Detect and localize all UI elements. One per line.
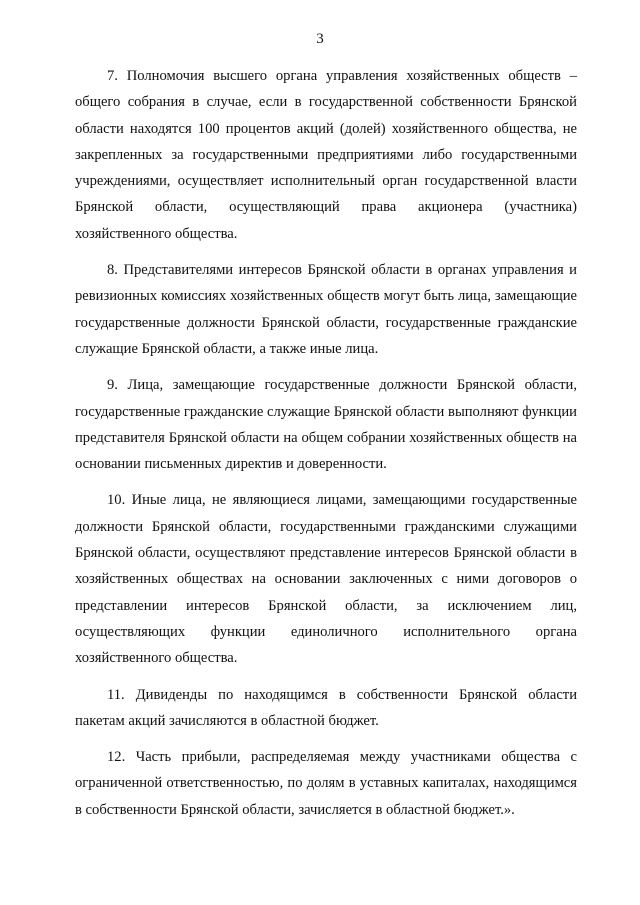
paragraph-9: 9. Лица, замещающие государственные должности Брянской области, государственные гражданские служащие Брянской области выполняют функции представителя Брянской области на общем собрании хозяйственных обществ на основании письменных директив и доверенности. bbox=[75, 377, 577, 473]
paragraph-12: 12. Часть прибыли, распределяемая между участниками общества с ограниченной ответственностью, по долям в уставных капиталах, находящимся в собственности Брянской области, зачисляется в областной бюджет.». bbox=[75, 749, 577, 818]
paragraph-10: 10. Иные лица, не являющиеся лицами, замещающими государственные должности Брянской области, государственными гражданскими служащими Брянской области, осуществляют представление интересов Брянской области в хозяйственных обществах на основании заключенных с ними договоров о представлении интересов Брянской области, за исключением лиц, осуществляющих функции единоличного исполнительного органа хозяйственного общества. bbox=[75, 492, 577, 667]
paragraph-8: 8. Представителями интересов Брянской области в органах управления и ревизионных комиссиях хозяйственных обществ могут быть лица, замещающие государственные должности Брянской области, государственные гражданские служащие Брянской области, а также иные лица. bbox=[75, 262, 577, 357]
paragraph-7: 7. Полномочия высшего органа управления хозяйственных обществ – общего собрания в случае, если в государственной собственности Брянской области находятся 100 процентов акций (долей) хозяйственного общества, не закрепленных за государственными предприятиями либо государственными учреждениями, осуществляет исполнительный орган государственной власти Брянской области, осуществляющий права акционера (участника) хозяйственного общества. bbox=[75, 68, 577, 242]
document-body bbox=[75, 63, 577, 833]
page-number: 3 bbox=[316, 31, 324, 47]
paragraph-11: 11. Дивиденды по находящимся в собственности Брянской области пакетам акций зачисляются в областной бюджет. bbox=[75, 686, 577, 729]
